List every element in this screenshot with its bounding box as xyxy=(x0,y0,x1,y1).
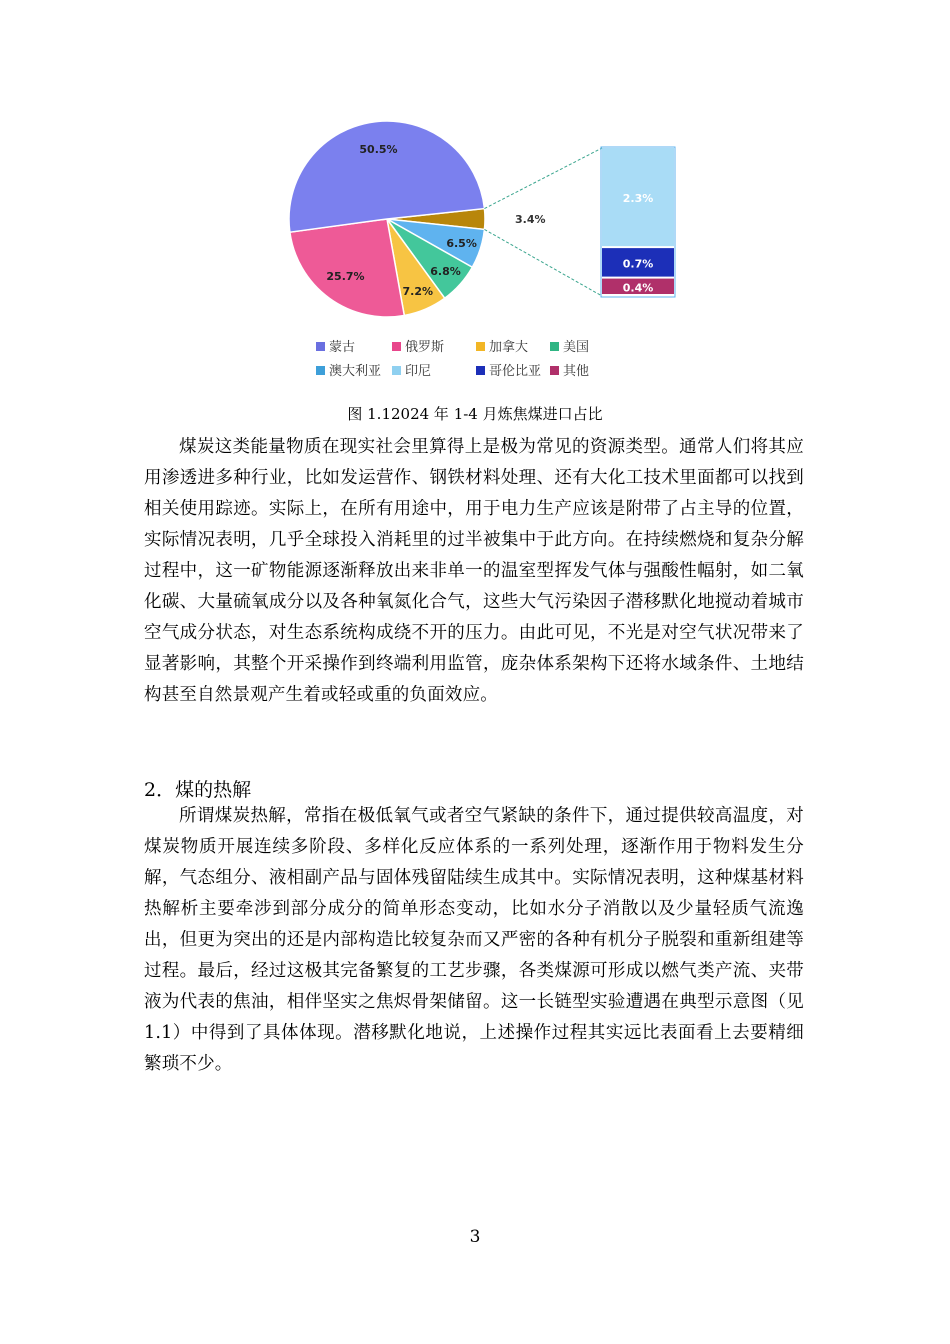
connector-line-bottom xyxy=(484,229,602,296)
pie-slice-label-3: 7.2% xyxy=(402,285,434,299)
legend-swatch-3 xyxy=(550,342,559,351)
legend-label-3: 美国 xyxy=(563,340,590,355)
legend-swatch-1 xyxy=(392,342,401,351)
pie-slice-4 xyxy=(290,219,404,317)
breakdown-label-2: 0.4% xyxy=(622,281,654,295)
legend-swatch-2 xyxy=(476,342,485,351)
pie-slice-label-1: 6.5% xyxy=(446,237,477,250)
pie-slice-label-2: 6.8% xyxy=(430,265,461,279)
body-paragraph-1: 煤炭这类能量物质在现实社会里算得上是极为常见的资源类型。通常人们将其应用渗透进多种行业，比如发运营作、钢铁材料处理、还有大化工技术里面都可以找到相关使用踪迹。实际上，在所有用途中，用于电力生产应该是附带了占主导的位置，实际情况表明，几乎全球投入消耗里的过半被集中于此方向。在持续燃烧和复杂分解过程中，这一矿物能源逐渐释放出来非单一的温室型挥发气体与强酸性幅射，如二氧化碳、大量硫氧成分以及各种氧氮化合气，这些大气污染因子潜移默化地搅动着城市空气成分状态，对生态系统构成绕不开的压力。由此可见，不光是对空气状况带来了显著影响，其整个开采操作到终端利用监管，庞杂体系架构下还将水域条件、土地结构甚至自然景观产生着或轻或重的负面效应。 xyxy=(144,437,804,705)
section-heading: 2．煤的热解 xyxy=(144,779,252,801)
pie-slice-label-4: 25.7% xyxy=(326,270,365,283)
pie-slice-label-0: 3.4% xyxy=(515,213,546,226)
legend-label-7: 其他 xyxy=(563,364,590,379)
connector-line-top xyxy=(484,148,602,209)
legend-swatch-5 xyxy=(392,366,401,375)
pie-slice-label-5: 50.5% xyxy=(359,143,398,156)
pie-chart-svg xyxy=(280,112,682,396)
page-number: 3 xyxy=(469,1227,481,1247)
legend-label-5: 印尼 xyxy=(405,364,432,379)
body-paragraph-2: 所谓煤炭热解，常指在极低氧气或者空气紧缺的条件下，通过提供较高温度，对煤炭物质开展连续多阶段、多样化反应体系的一系列处理，逐渐作用于物料发生分解，气态组分、液相副产品与固体残留陆续生成其中。实际情况表明，这种煤基材料热解析主要牵涉到部分成分的简单形态变动，比如水分子消散以及少量轻质气流逸出，但更为突出的还是内部构造比较复杂而又严密的各种有机分子脱裂和重新组建等过程。最后，经过这极其完备繁复的工艺步骤，各类煤源可形成以燃气类产流、夹带液为代表的焦油，相伴坚实之焦烬骨架储留。这一长链型实验遭遇在典型示意图（见 1.1）中得到了具体体现。潜移默化地说，上述操作过程其实远比表面看上去要精细繁琐不少。 xyxy=(144,806,804,1074)
legend-label-0: 蒙古 xyxy=(329,340,356,355)
legend-label-6: 哥伦比亚 xyxy=(489,364,542,379)
pie-chart xyxy=(280,112,682,396)
legend-swatch-0 xyxy=(316,342,325,351)
legend-swatch-4 xyxy=(316,366,325,375)
legend-swatch-7 xyxy=(550,366,559,375)
legend-label-4: 澳大利亚 xyxy=(329,364,382,379)
legend-swatch-6 xyxy=(476,366,485,375)
legend-label-2: 加拿大 xyxy=(489,340,529,355)
legend-label-1: 俄罗斯 xyxy=(405,340,445,355)
breakdown-label-1: 0.7% xyxy=(622,257,654,271)
breakdown-label-0: 2.3% xyxy=(622,192,654,206)
figure-caption: 图 1.12024 年 1-4 月炼焦煤进口占比 xyxy=(347,405,603,423)
